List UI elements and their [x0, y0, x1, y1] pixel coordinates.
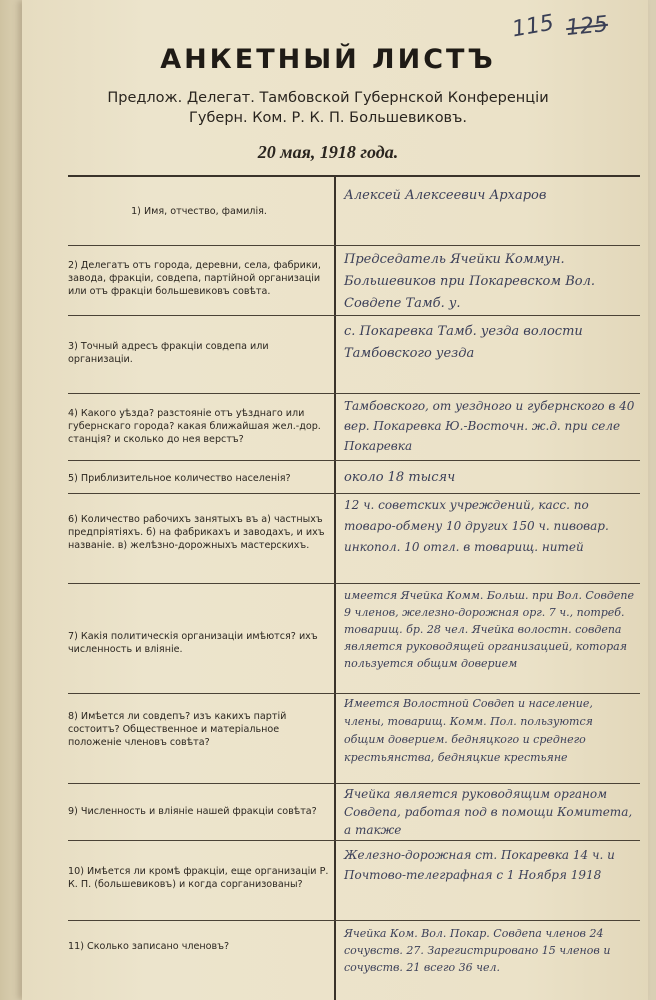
table-rule — [68, 175, 640, 177]
document-date: 20 мая, 1918 года. — [257, 142, 399, 162]
column-divider — [334, 177, 336, 1000]
answer-5: около 18 тысяч — [344, 470, 456, 485]
question-7: 7) Какія политическія организаціи имѣются? ихъ численность и вліяніе. — [68, 631, 318, 655]
row-divider — [68, 783, 640, 784]
row-divider — [68, 493, 640, 494]
answer-11: Ячейка Ком. Вол. Покар. Совдепа членов 24 сочувств. 27. Зарегистрировано 15 членов и сочувств. 21 всего 36 чел. — [344, 927, 611, 974]
question-11: 11) Сколько записано членовъ? — [68, 941, 230, 952]
question-1: 1) Имя, отчество, фамилія. — [131, 206, 267, 217]
question-9: 9) Численность и вліяніе нашей фракціи совѣта? — [68, 806, 317, 817]
answer-10: Железно-дорожная ст. Покаревка 14 ч. и Почтово-телеграфная с 1 Ноября 1918 — [344, 848, 615, 882]
question-3: 3) Точный адресъ фракціи совдепа или организаціи. — [68, 341, 269, 365]
answer-8: Имеется Волостной Совдеп и население, члены, товарищ. Комм. Пол. пользуются общим доверием. бедняцкого и среднего крестьянства, бедняцкие крестьяне — [344, 697, 593, 764]
row-divider — [68, 693, 640, 694]
question-5: 5) Приблизительное количество населенія? — [68, 473, 291, 484]
answer-9: Ячейка является руководящим органом Совдепа, работая под в помощи Комитета, а также — [344, 787, 633, 837]
question-10: 10) Имѣется ли кромѣ фракціи, еще организаціи Р. К. П. (большевиковъ) и когда сорганизованы? — [68, 866, 329, 890]
row-divider — [68, 315, 640, 316]
row-divider — [68, 920, 640, 921]
archive-number: 115 — [510, 10, 556, 43]
row-divider — [68, 245, 640, 246]
subtitle-line-2: Губерн. Ком. Р. К. П. Большевиковъ. — [189, 110, 467, 126]
questionnaire-table — [68, 175, 640, 1000]
question-6: 6) Количество рабочихъ занятыхъ въ а) частныхъ предпріятіяхъ. б) на фабрикахъ и заводахъ, и ихъ названіе. в) желѣзно-дорожныхъ мастерскихъ. — [68, 514, 325, 551]
subtitle-line-1: Предлож. Делегат. Тамбовской Губернской Конференціи — [107, 90, 549, 106]
row-divider — [68, 840, 640, 841]
question-4: 4) Какого уѣзда? разстояніе отъ уѣзднаго или губернскаго города? какая ближайшая жел.-дор. станція? и сколько до нея верстъ? — [68, 408, 321, 445]
question-2: 2) Делегатъ отъ города, деревни, села, фабрики, завода, фракціи, совдепа, партійной организаціи или отъ фракціи большевиковъ совѣта. — [68, 260, 321, 297]
row-divider — [68, 393, 640, 394]
answer-4: Тамбовского, от уездного и губернского в 40 вер. Покаревка Ю.-Восточн. ж.д. при селе Покаревка — [344, 399, 635, 453]
answer-2: Председатель Ячейки Коммун. Большевиков при Покаревском Вол. Совдепе Тамб. у. — [344, 252, 595, 311]
row-divider — [68, 460, 640, 461]
answer-3: с. Покаревка Тамб. уезда волости Тамбовского уезда — [344, 324, 583, 361]
row-divider — [68, 583, 640, 584]
answer-1: Алексей Алексеевич Архаров — [344, 188, 547, 203]
question-8: 8) Имѣется ли совдепъ? изъ какихъ партій состоитъ? Общественное и матеріальное положеніе членовъ совѣта? — [68, 711, 287, 748]
answer-6: 12 ч. советских учреждений, касс. по товаро-обмену 10 других 150 ч. пивовар. инкопол. 10 отгл. в товарищ. нитей — [344, 498, 609, 554]
document-title: АНКЕТНЫЙ ЛИСТЪ — [160, 44, 496, 75]
archive-number-crossed: 125 — [564, 11, 610, 42]
answer-7: имеется Ячейка Комм. Больш. при Вол. Совдепе 9 членов, железно-дорожная орг. 7 ч., потреб. товарищ. бр. 28 чел. Ячейка волостн. совдепа является руководящей организацией, которая пользуется общим доверием — [344, 589, 634, 670]
